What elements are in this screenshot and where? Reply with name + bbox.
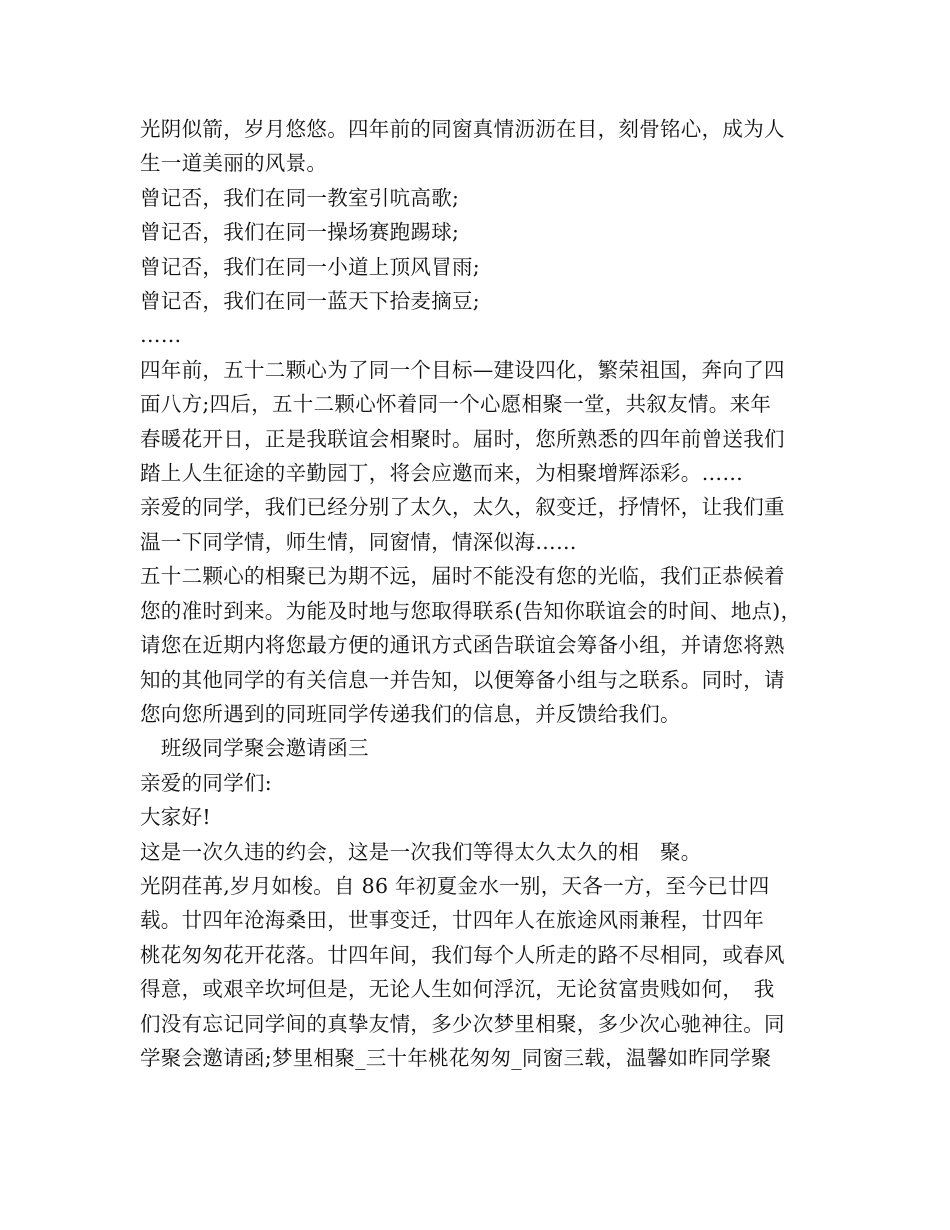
text-line: 得意，或艰辛坎坷但是，无论人生如何浮沉，无论贫富贵贱如何， 我 (140, 977, 775, 1002)
text-line: 春暖花开日，正是我联谊会相聚时。届时，您所熟悉的四年前曾送我们 (140, 426, 785, 451)
text-line: 曾记否，我们在同一教室引吭高歌; (140, 185, 460, 210)
text-line: 载。廿四年沧海桑田，世事变迁，廿四年人在旅途风雨兼程，廿四年 (140, 908, 764, 933)
document-body (140, 112, 820, 1075)
text-line: 面八方;四后，五十二颗心怀着同一个心愿相聚一堂，共叙友情。来年 (140, 392, 772, 417)
salutation: 亲爱的同学们: (140, 770, 273, 795)
text-line: 四年前，五十二颗心为了同一个目标—建设四化，繁荣祖国，奔向了四 (140, 357, 785, 382)
greeting: 大家好! (140, 805, 211, 830)
text-line: 生一道美丽的风景。 (140, 151, 328, 176)
text-line: 这是一次久违的约会，这是一次我们等得太久太久的相 聚。 (140, 839, 702, 864)
text-line: 光阴似箭，岁月悠悠。四年前的同窗真情沥沥在目，刻骨铭心，成为人 (140, 117, 785, 141)
text-line: 光阴荏苒,岁月如梭。自 86 年初夏金水一别，天各一方，至今已廿四 (140, 873, 770, 898)
text-line: 桃花匆匆花开花落。廿四年间，我们每个人所走的路不尽相同，或春风 (140, 942, 785, 967)
text-line: 们没有忘记同学间的真挚友情，多少次梦里相聚，多少次心驰神往。同 (140, 1011, 785, 1036)
text-line: 曾记否，我们在同一操场赛跑踢球; (140, 220, 460, 245)
text-line: 五十二颗心的相聚已为期不远，届时不能没有您的光临，我们正恭候着 (140, 564, 785, 589)
text-line: 踏上人生征途的辛勤园丁，将会应邀而来，为相聚增辉添彩。…… (140, 461, 744, 486)
text-line: 您的准时到来。为能及时地与您取得联系(告知你联谊会的时间、地点)， (140, 598, 802, 623)
text-line: 亲爱的同学，我们已经分别了太久，太久，叙变迁，抒情怀，让我们重 (140, 495, 785, 520)
text-line: 学聚会邀请函;梦里相聚_三十年桃花匆匆_同窗三载，温馨如昨同学聚 (140, 1045, 772, 1070)
text-line: 温一下同学情，师生情，同窗情，情深似海…… (140, 529, 577, 554)
section-heading: 班级同学聚会邀请函三 (140, 736, 369, 761)
text-line: 知的其他同学的有关信息一并告知，以便筹备小组与之联系。同时，请 (140, 667, 785, 692)
text-line: 您向您所遇到的同班同学传递我们的信息，并反馈给我们。 (140, 701, 681, 726)
text-line: 曾记否，我们在同一蓝天下拾麦摘豆; (140, 289, 481, 314)
text-line: 曾记否，我们在同一小道上顶风冒雨; (140, 254, 481, 279)
text-line: 请您在近期内将您最方便的通讯方式函告联谊会筹备小组，并请您将熟 (140, 633, 785, 658)
text-line: …… (140, 323, 182, 348)
